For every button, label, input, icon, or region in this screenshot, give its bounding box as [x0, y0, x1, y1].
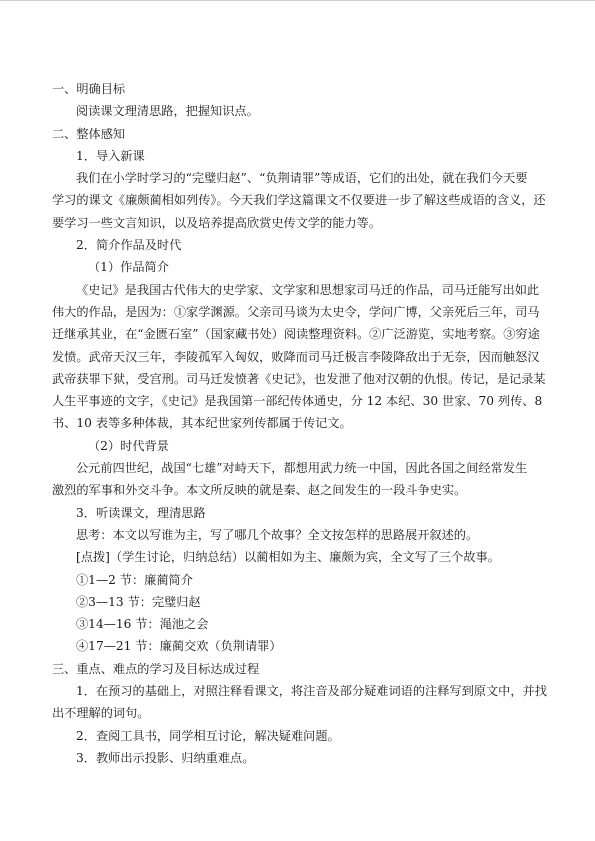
list-item: ③14—16 节：渑池之会 — [76, 617, 209, 632]
section-1-body: 阅读课文理清思路，把握知识点。 — [76, 104, 259, 119]
subsection-2-1-heading: 1．导入新课 — [76, 148, 145, 163]
paragraph-line: 3．教师出示投影、归纳重难点。 — [76, 750, 255, 765]
paragraph-line: 书、10 表等多种体裁，其本纪世家列传都属于传记文。 — [52, 416, 352, 431]
paragraph-line: 《史记》是我国古代伟大的史学家、文学家和思想家司马迁的作品，司马迁能写出如此 — [76, 282, 540, 297]
paragraph-line: 发愤。武帝天汉三年，李陵孤军入匈奴，败降而司马迁极言李陵降敌出于无奈，因而触怒汉 — [52, 349, 540, 364]
subsection-2-2-heading: 2．简介作品及时代 — [76, 238, 182, 253]
subsection-2-3-heading: 3．听读课文，理清思路 — [76, 505, 206, 520]
paragraph-line: 2．查阅工具书，同学相互讨论，解决疑难问题。 — [76, 728, 340, 743]
paragraph-line: 武帝获罪下狱，受宫刑。司马迁发愤著《史记》，也发泄了他对汉朝的仇恨。传记，是记录某 — [52, 371, 546, 386]
list-item: ①1—2 节：廉蔺简介 — [76, 572, 193, 587]
subsection-2-2-2-heading: （2）时代背景 — [88, 438, 169, 453]
section-1-heading: 一、明确目标 — [52, 82, 126, 96]
section-3-heading: 三、重点、难点的学习及目标达成过程 — [52, 661, 260, 676]
section-2-heading: 二、整体感知 — [52, 126, 126, 141]
list-item: ④17—21 节：廉蔺交欢（负荆请罪） — [76, 639, 282, 654]
paragraph-line: 伟大的作品，是因为：①家学渊源。父亲司马谈为太史令，学问广博，父亲死后三年，司马 — [52, 304, 540, 319]
paragraph-line: 出不理解的词句。 — [52, 706, 150, 721]
paragraph-line: 公元前四世纪，战国“七雄”对峙天下，都想用武力统一中国，因此各国之间经常发生 — [76, 461, 528, 476]
hint-line: [点拨]（学生讨论，归纳总结）以蔺相如为主、廉颇为宾，全文写了三个故事。 — [76, 550, 500, 565]
document-body — [52, 78, 547, 769]
paragraph-line: 人生平事迹的文字，《史记》是我国第一部纪传体通史，分 12 本纪、30 世家、70 列传、8 — [52, 394, 543, 409]
paragraph-line: 迁继承其业，在“金匮石室”（国家藏书处）阅读整理资料。②广泛游览，实地考察。③穷途 — [52, 327, 540, 342]
paragraph-line: 1．在预习的基础上，对照注释看课文，将注音及部分疑难词语的注释写到原文中，并找 — [76, 684, 547, 699]
paragraph-line: 激烈的军事和外交斗争。本文所反映的就是秦、赵之间发生的一段斗争史实。 — [52, 483, 467, 498]
think-question: 思考：本文以写谁为主，写了哪几个故事？全文按怎样的思路展开叙述的。 — [76, 527, 479, 542]
list-item: ②3—13 节：完璧归赵 — [76, 594, 201, 609]
paragraph-line: 我们在小学时学习的“完璧归赵”、“负荆请罪”等成语，它们的出处，就在我们今天要 — [76, 171, 528, 186]
subsection-2-2-1-heading: （1）作品简介 — [88, 260, 169, 275]
paragraph-line: 学习的课文《廉颇蔺相如列传》。今天我们学这篇课文不仅要进一步了解这些成语的含义，还 — [52, 193, 546, 208]
paragraph-line: 要学习一些文言知识，以及培养提高欣赏史传文学的能力等。 — [52, 215, 382, 230]
top-rule — [0, 0, 595, 1]
